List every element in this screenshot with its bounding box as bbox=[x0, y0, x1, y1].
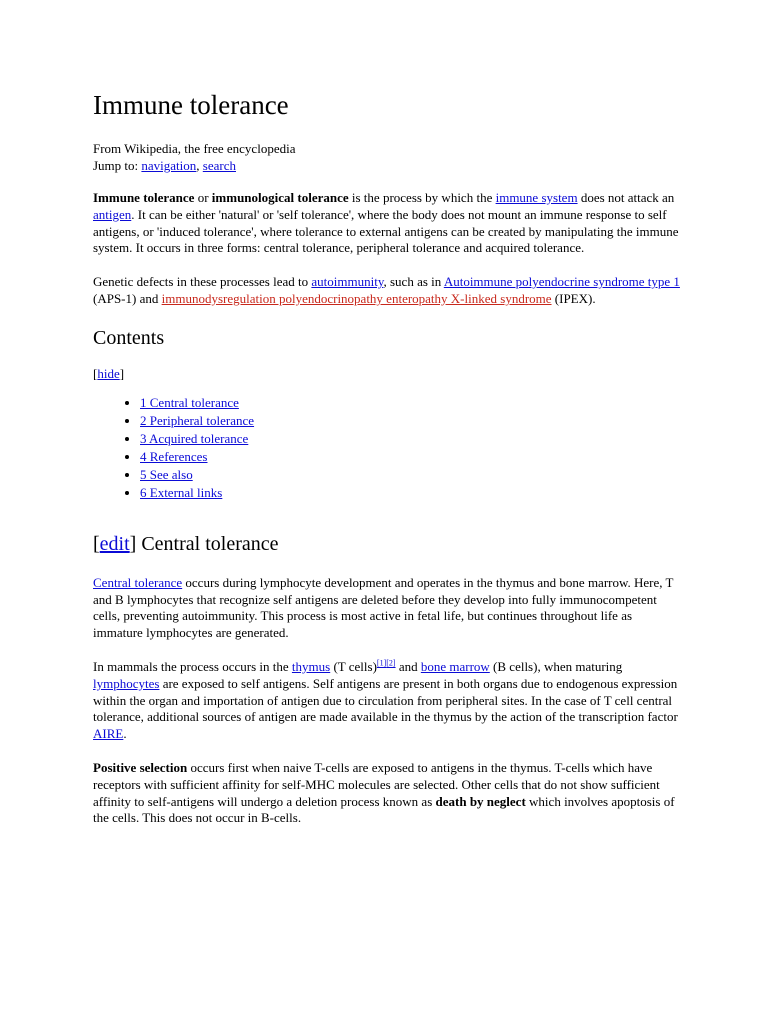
toc-link-peripheral-tolerance[interactable]: 2 Peripheral tolerance bbox=[140, 412, 255, 428]
text-run: (T cells) bbox=[330, 658, 377, 674]
toc-item bbox=[140, 412, 685, 430]
bracket: [ bbox=[93, 365, 98, 381]
text-run: (IPEX). bbox=[551, 290, 596, 306]
article-title: Immune tolerance bbox=[93, 90, 289, 120]
text-run: , such as in bbox=[383, 274, 444, 290]
article-content bbox=[93, 88, 685, 827]
bold-term: Immune tolerance bbox=[93, 190, 195, 205]
antigen-link[interactable]: antigen bbox=[93, 206, 132, 222]
text-run: which involves apoptosis of the cells. This does not occur in B-cells. bbox=[93, 793, 675, 826]
reference-2-link[interactable]: [2] bbox=[386, 658, 396, 668]
bold-term: immunological tolerance bbox=[211, 190, 349, 205]
toc-link-central-tolerance[interactable]: 1 Central tolerance bbox=[140, 394, 239, 410]
jump-to-line bbox=[93, 157, 685, 174]
central-paragraph-1 bbox=[93, 575, 685, 642]
aire-link[interactable]: AIRE bbox=[93, 726, 124, 742]
intro-paragraph-1 bbox=[93, 190, 685, 257]
text-run: occurs first when naive T-cells are exposed to antigens in the thymus. T-cells which have receptors with sufficient affinity for self-MHC molecules are selected. Other cells that do not show sufficient affinity to self-antigens will undergo a deletion process known as bbox=[93, 759, 660, 809]
toc-list bbox=[93, 394, 685, 502]
central-paragraph-3 bbox=[93, 760, 685, 827]
search-link[interactable]: search bbox=[202, 158, 236, 173]
toc-link-references[interactable]: 4 References bbox=[140, 448, 208, 464]
toc-item bbox=[140, 394, 685, 412]
text-run: Genetic defects in these processes lead to bbox=[93, 274, 312, 290]
thymus-link[interactable]: thymus bbox=[291, 658, 331, 674]
bracket: ] bbox=[129, 532, 137, 555]
from-line: From Wikipedia, the free encyclopedia bbox=[93, 141, 296, 156]
toc-item bbox=[140, 466, 685, 484]
jump-to-label: Jump to: bbox=[93, 158, 139, 173]
navigation-link[interactable]: navigation bbox=[141, 158, 197, 173]
central-paragraph-2 bbox=[93, 659, 685, 743]
edit-link[interactable]: edit bbox=[99, 532, 130, 555]
jump-separator: , bbox=[196, 158, 200, 173]
toc-link-external-links[interactable]: 6 External links bbox=[140, 484, 223, 500]
immune-system-link[interactable]: immune system bbox=[495, 190, 578, 205]
text-run: In mammals the process occurs in the bbox=[93, 658, 292, 674]
text-run: or bbox=[194, 190, 212, 205]
toc-link-acquired-tolerance[interactable]: 3 Acquired tolerance bbox=[140, 430, 249, 446]
text-run: . It can be either 'natural' or 'self tolerance', where the body does not mount an immune response to self antigens, or 'induced tolerance', where tolerance to external antigens can be created by manipulating the immune system. It occurs in three forms: central tolerance, peripheral tolerance and acquired tolerance. bbox=[93, 206, 679, 256]
lymphocytes-link[interactable]: lymphocytes bbox=[93, 675, 160, 691]
intro-paragraph-2 bbox=[93, 274, 685, 308]
autoimmunity-link[interactable]: autoimmunity bbox=[311, 274, 384, 290]
text-run: . bbox=[123, 726, 127, 742]
text-run: is the process by which the bbox=[348, 190, 496, 205]
bold-term: death by neglect bbox=[435, 793, 526, 809]
section-heading-central-tolerance bbox=[93, 531, 685, 557]
central-tolerance-link[interactable]: Central tolerance bbox=[93, 574, 183, 590]
text-run: occurs during lymphocyte development and operates in the thymus and bone marrow. Here, T and B lymphocytes that recognize self antigens are deleted before they develop into fully immunocompetent cells, preventing autoimmunity. This process is most active in fetal life, but continues throughout life as immature lymphocytes are generated. bbox=[93, 574, 674, 641]
text-run: and bbox=[395, 658, 421, 674]
aps-link[interactable]: Autoimmune polyendocrine syndrome type 1 bbox=[443, 274, 680, 290]
bone-marrow-link[interactable]: bone marrow bbox=[420, 658, 490, 674]
text-run: (B cells), when maturing bbox=[489, 658, 623, 674]
bracket: [ bbox=[93, 532, 100, 555]
toc-link-see-also[interactable]: 5 See also bbox=[140, 466, 193, 482]
text-run: does not attack an bbox=[577, 190, 675, 205]
ipex-link[interactable]: immunodysregulation polyendocrinopathy enteropathy X-linked syndrome bbox=[161, 290, 552, 306]
bracket: ] bbox=[119, 365, 125, 381]
text-run: (APS-1) and bbox=[93, 290, 162, 306]
reference-marks bbox=[377, 659, 396, 668]
toc-item bbox=[140, 448, 685, 466]
text-run: are exposed to self antigens. Self antigens are present in both organs due to endogenous expression within the organ and importation of antigen due to circulation from peripheral sites. In the case of T cell central tolerance, additional sources of antigen are made available in the thymus by the action of the transcription factor bbox=[93, 675, 678, 725]
bold-term: Positive selection bbox=[93, 759, 188, 775]
toc-item bbox=[140, 430, 685, 448]
section-title: Central tolerance bbox=[136, 532, 279, 555]
toc-hide-toggle bbox=[93, 365, 685, 382]
contents-heading: Contents bbox=[93, 326, 165, 349]
hide-link[interactable]: hide bbox=[97, 365, 120, 381]
toc-item bbox=[140, 484, 685, 502]
reference-1-link[interactable]: [1] bbox=[376, 658, 387, 668]
